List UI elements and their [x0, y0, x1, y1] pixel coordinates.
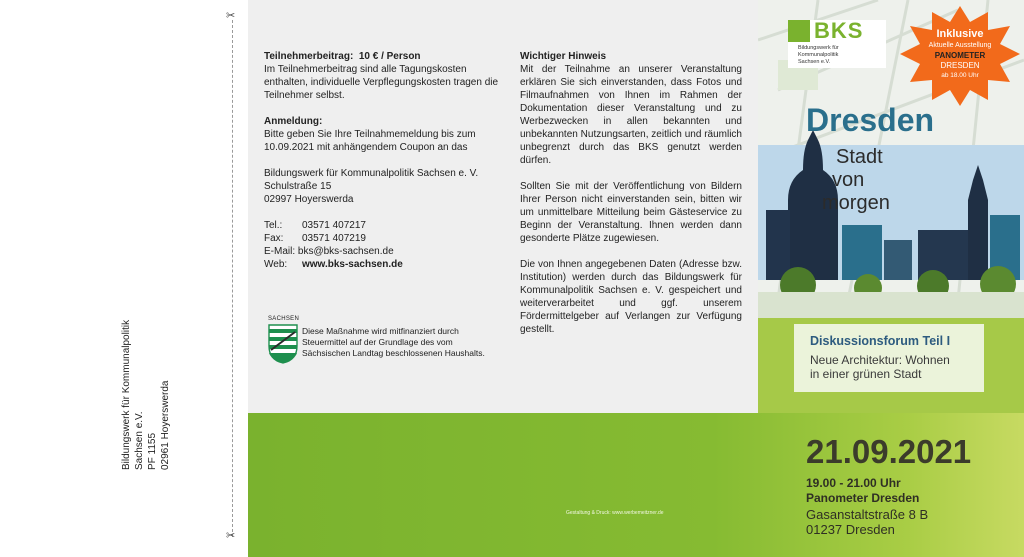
- sachsen-label: SACHSEN: [268, 316, 300, 322]
- email-link[interactable]: E-Mail: bks@bks-sachsen.de: [264, 246, 394, 257]
- address-line: Sachsen e.V.: [134, 411, 145, 470]
- logo-subtitle: [798, 45, 839, 66]
- description-line: in einer grünen Stadt: [810, 367, 922, 381]
- registration-label: Anmeldung:: [264, 116, 323, 127]
- privacy-paragraph: Die von Ihnen angegebenen Daten (Adresse bzw. Institution) werden durch das Bildungswerk für Kommunalpolitik Sachsen e. V. gespeichert und weiterverarbeitet und ggf. unserem Fördermittelgeber auf Verlangen zur Verfügung gestellt.: [520, 259, 742, 335]
- privacy-heading: Wichtiger Hinweis: [520, 51, 607, 62]
- web-label: Web:: [264, 259, 288, 270]
- venue-zip: 01237 Dresden: [806, 522, 895, 537]
- funding-note: Diese Maßnahme wird mitfinanziert durch Steuermittel auf der Grundlage des vom Sächsischen Landtag beschlossenen Haushalts.: [302, 326, 485, 358]
- address-line: PF 1155: [147, 432, 158, 470]
- badge-line: ab 18.00 Uhr: [941, 72, 979, 79]
- scissors-icon-bottom: ✂: [226, 530, 236, 542]
- tel-label: Tel.:: [264, 220, 283, 231]
- cover-subtitle: [822, 146, 890, 215]
- address-line: Bildungswerk für Kommunalpolitik: [121, 319, 132, 470]
- fax-value: 03571 407219: [302, 233, 366, 244]
- badge-line: Aktuelle Ausstellung: [928, 42, 992, 49]
- fax-label: Fax:: [264, 233, 284, 244]
- subtitle-line: von: [832, 169, 865, 191]
- saxony-coat-of-arms-icon: [268, 324, 298, 364]
- badge-line: PANOMETER: [934, 51, 986, 60]
- forum-title: Diskussionsforum Teil I: [810, 334, 951, 348]
- privacy-paragraph: Sollten Sie mit der Veröffentlichung von Bildern Ihrer Person nicht einverstanden sein, bitten wir um unmittelbare Mitteilung beim Gästeservice zu Beginn der Veranstaltung. Ihnen werden dann gesonderte Plätze zugewiesen.: [520, 181, 742, 244]
- badge-title: Inklusive: [936, 28, 984, 40]
- subtitle-line: morgen: [822, 192, 890, 214]
- cut-line: [232, 20, 233, 537]
- design-credit: Gestaltung & Druck: www.werbemeitzner.de: [566, 510, 664, 516]
- fee-text: Im Teilnehmerbeitrag sind alle Tagungskosten enthalten, individuelle Verpflegungskosten tragen die Teilnehmer selbst.: [264, 64, 499, 101]
- logo-square-icon: [788, 20, 810, 42]
- logo-sub-line: Kommunalpolitik: [798, 52, 839, 58]
- logo-word: BKS: [814, 18, 864, 43]
- web-link[interactable]: www.bks-sachsen.de: [302, 259, 403, 270]
- subtitle-line: Stadt: [836, 146, 883, 168]
- scissors-icon-top: ✂: [226, 10, 236, 22]
- logo-sub-line: Sachsen e.V.: [798, 59, 831, 65]
- address-line: 02961 Hoyerswerda: [160, 380, 171, 470]
- event-time: 19.00 - 21.00 Uhr: [806, 476, 901, 490]
- badge-line: DRESDEN: [940, 61, 980, 70]
- fee-value: 10 € / Person: [358, 51, 421, 62]
- event-venue: Panometer Dresden: [806, 491, 920, 505]
- privacy-column: [520, 50, 742, 336]
- org-city: 02997 Hoyerswerda: [264, 194, 354, 205]
- logo-sub-line: Bildungswerk für: [798, 45, 839, 51]
- coupon-panel: [0, 0, 232, 557]
- exhibition-badge: [900, 6, 1020, 111]
- funding-notice: [266, 316, 496, 364]
- tel-value[interactable]: 03571 407217: [302, 220, 366, 231]
- registration-column: [264, 50, 500, 271]
- org-street: Schulstraße 15: [264, 181, 332, 192]
- fee-label: Teilnehmerbeitrag:: [264, 51, 354, 62]
- privacy-paragraph: Mit der Teilnahme an unserer Veranstaltung erklären Sie sich einverstanden, dass Fotos und Filmaufnahmen von Ihnen im Rahmen der Dokumentation dieser Veranstaltung und zu Werbezwecken in allen bekannten und unbekannten Nutzungsarten, zeitlich und räumlich unbegrenzt durch das BKS genutzt werden dürfen.: [520, 64, 742, 166]
- registration-text: Bitte geben Sie Ihre Teilnahmemeldung bis zum 10.09.2021 mit anhängendem Coupon an das: [264, 129, 476, 153]
- description-line: Neue Architektur: Wohnen: [810, 353, 950, 367]
- forum-description: [810, 353, 950, 381]
- bks-logo: [788, 20, 886, 68]
- org-name: Bildungswerk für Kommunalpolitik Sachsen e. V.: [264, 168, 479, 179]
- cover-title: Dresden: [806, 102, 935, 138]
- venue-street: Gasanstaltstraße 8 B: [806, 507, 929, 522]
- event-date: 21.09.2021: [806, 433, 972, 470]
- return-address: [120, 320, 172, 470]
